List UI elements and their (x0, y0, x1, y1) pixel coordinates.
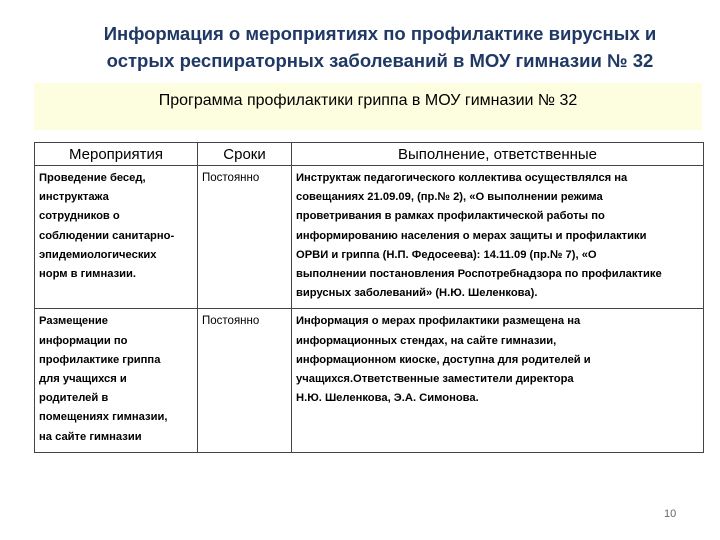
header-terms: Сроки (198, 143, 292, 166)
event-cell (35, 166, 198, 309)
execution-line: информированию населения о мерах защиты и профилактики (296, 229, 647, 242)
slide-title (40, 20, 720, 74)
execution-line: учащихся.Ответственные заместители директора (296, 373, 574, 386)
program-banner-text: Программа профилактики гриппа в МОУ гимназии № 32 (158, 92, 578, 109)
table-row (35, 309, 704, 452)
term-cell: Постоянно (198, 166, 292, 309)
table-header-row (35, 143, 704, 166)
term-cell: Постоянно (198, 309, 292, 452)
event-line: сотрудников о (39, 210, 120, 223)
execution-line: информационном киоске, доступна для родителей и (296, 353, 591, 366)
event-line: норм в гимназии. (39, 268, 137, 281)
execution-line: Инструктаж педагогического коллектива осуществлялся на (296, 172, 628, 184)
event-line: соблюдении санитарно- (39, 229, 175, 242)
execution-line: Н.Ю. Шеленкова, Э.А. Симонова. (296, 392, 479, 405)
execution-cell (292, 166, 704, 309)
events-table (34, 142, 704, 453)
event-line: на сайте гимназии (39, 430, 142, 443)
event-cell (35, 309, 198, 452)
event-line: инструктажа (39, 191, 109, 204)
event-line: профилактике гриппа (39, 353, 161, 366)
header-execution: Выполнение, ответственные (292, 143, 704, 166)
event-line: родителей в (39, 392, 109, 405)
execution-line: вирусных заболеваний» (Н.Ю. Шеленкова). (296, 287, 538, 300)
table-row (35, 166, 704, 309)
execution-line: выполнении постановления Роспотребнадзора по профилактике (296, 268, 662, 281)
execution-line: проветривания в рамках профилактической работы по (296, 210, 605, 223)
event-line: Проведение бесед, (39, 172, 146, 184)
page-number: 10 (664, 508, 677, 520)
execution-cell (292, 309, 704, 452)
execution-line: информационных стендах, на сайте гимназии, (296, 334, 557, 347)
event-line: Размещение (39, 315, 108, 328)
program-banner (34, 83, 702, 130)
slide-title-line-2: острых респираторных заболеваний в МОУ гимназии № 32 (106, 50, 654, 71)
execution-line: Информация о мерах профилактики размещена на (296, 315, 581, 328)
event-line: для учащихся и (39, 373, 127, 386)
slide-title-line-1: Информация о мероприятиях по профилактике вирусных и (103, 23, 657, 44)
header-events: Мероприятия (35, 143, 198, 166)
event-line: помещениях гимназии, (39, 411, 168, 424)
execution-line: совещаниях 21.09.09, (пр.№ 2), «О выполнении режима (296, 191, 603, 204)
execution-line: ОРВИ и гриппа (Н.П. Федосеева): 14.11.09 (пр.№ 7), «О (296, 248, 597, 261)
event-line: эпидемиологических (39, 248, 157, 261)
event-line: информации по (39, 334, 128, 347)
